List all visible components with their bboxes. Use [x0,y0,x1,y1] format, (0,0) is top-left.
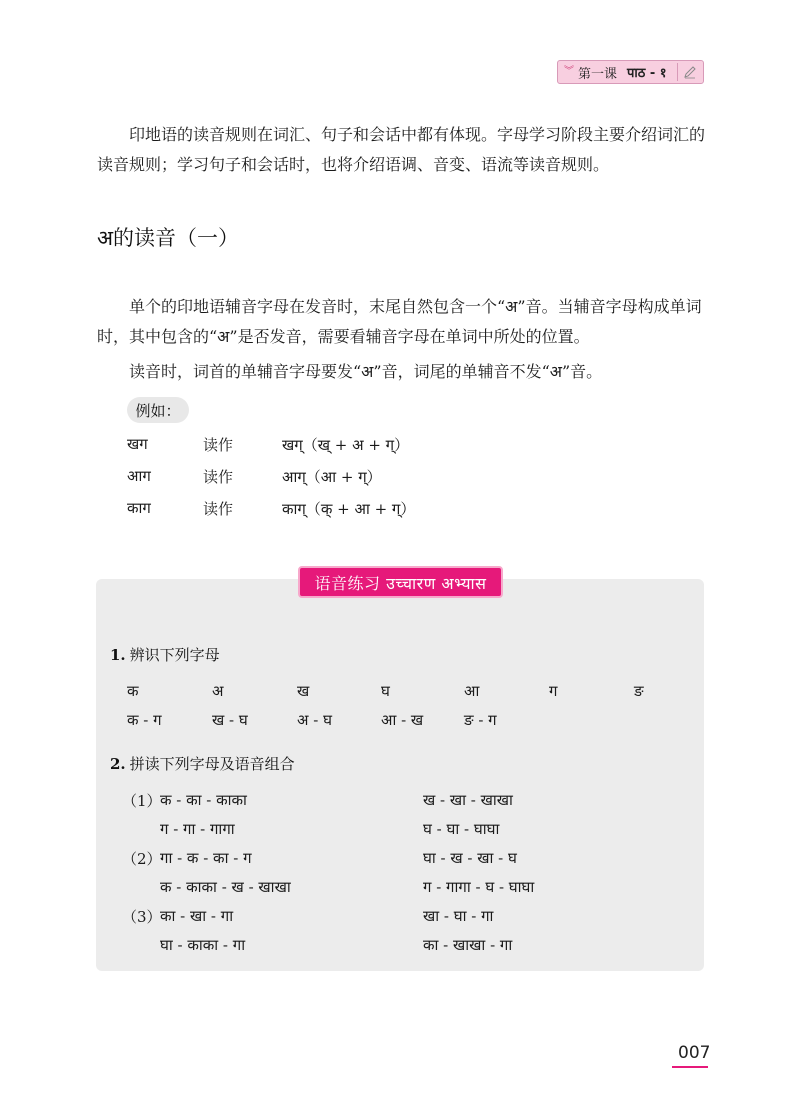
lesson-title-hi: पाठ - १ [627,66,667,81]
letter-pair: आ - ख [381,711,424,729]
example-pronunciation: काग्（क् + आ + ग्） [282,500,416,518]
combo-item: घ - घा - घाघा [423,820,500,838]
item-label: （1） [122,792,162,810]
page-number-underline [672,1066,708,1068]
combo-item: ख - खा - खाखा [423,791,513,809]
pencil-icon [677,63,699,81]
example-word: खग [127,435,148,453]
combo-item: क - काका - ख - खाखा [160,878,291,896]
combo-item: का - खा - गा [160,907,234,925]
section-title: अ的读音（一） [97,226,240,250]
letter-item: आ [464,682,480,700]
example-read-as: 读作 [203,468,234,486]
lesson-title-cn: 第一课 [578,66,618,82]
double-chevron-icon: ︾ [564,66,574,77]
example-read-as: 读作 [203,500,234,518]
combo-item: घा - काका - गा [160,936,246,954]
combo-item: घा - ख - खा - घ [423,849,517,867]
letter-pair: अ - घ [297,711,332,729]
combo-item: का - खाखा - गा [423,936,513,954]
combo-item: गा - क - का - ग [160,849,252,867]
practice-title: 语音练习 उच्चारण अभ्यास [298,566,503,598]
page-number: 007 [678,1043,711,1063]
examples-label: 例如： [127,397,189,423]
letter-pair: ङ - ग [464,711,497,729]
combo-item: ग - गागा - घ - घाघा [423,878,535,896]
example-pronunciation: खग्（ख् + अ + ग्） [282,436,410,454]
letter-item: ङ [634,682,644,700]
question-2-title: 2. 拼读下列字母及语音组合 [110,755,295,773]
question-1-title: 1. 辨识下列字母 [110,646,220,664]
letter-row-1 [0,681,800,705]
lesson-header-tab [557,60,704,84]
combo-item: खा - घा - गा [423,907,494,925]
letter-item: ग [549,682,558,700]
letter-row-2 [0,710,800,734]
example-pronunciation: आग्（आ + ग्） [282,468,382,486]
example-word: काग [127,499,151,517]
section-paragraph-1: 单个的印地语辅音字母在发音时，末尾自然包含一个“अ”音。当辅音字母构成单词时，其中包含的“अ”是否发音，需要看辅音字母在单词中所处的位置。 [97,297,702,346]
letter-pair: क - ग [127,711,162,729]
example-read-as: 读作 [203,436,234,454]
letter-item: क [127,682,139,700]
combo-item: ग - गा - गागा [160,820,235,838]
letter-item: घ [381,682,390,700]
letter-item: अ [212,682,224,700]
section-paragraph-2: 读音时，词首的单辅音字母要发“अ”音，词尾的单辅音不发“अ”音。 [129,362,603,381]
example-word: आग [127,467,151,485]
combo-item: क - का - काका [160,791,247,809]
letter-pair: ख - घ [212,711,248,729]
letter-item: ख [297,682,310,700]
item-label: （2） [122,850,162,868]
intro-paragraph: 印地语的读音规则在词汇、句子和会话中都有体现。字母学习阶段主要介绍词汇的读音规则；学习句子和会话时，也将介绍语调、音变、语流等读音规则。 [97,125,706,174]
item-label: （3） [122,908,162,926]
